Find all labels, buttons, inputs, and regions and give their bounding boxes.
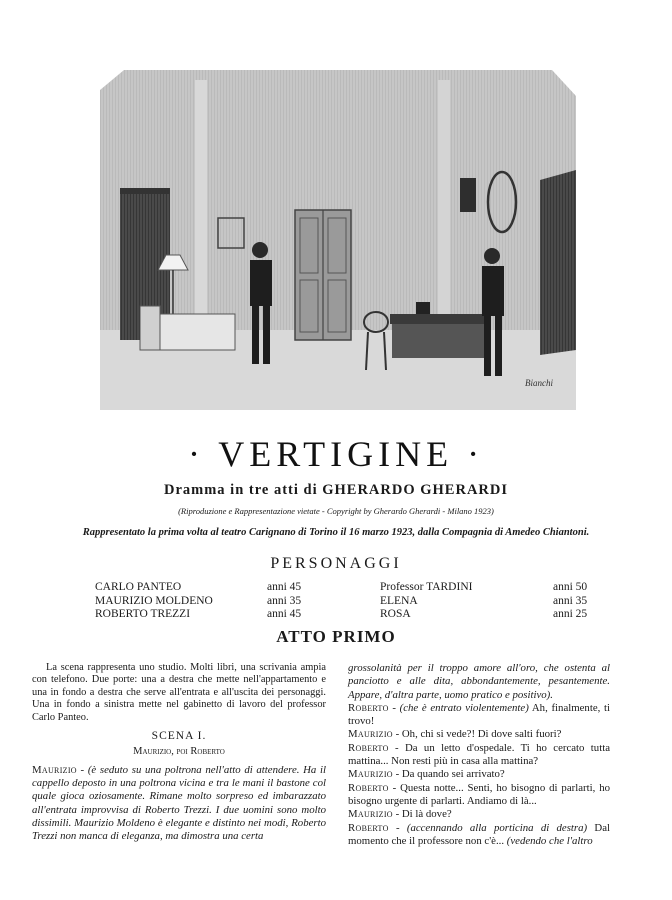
text-column-right: [348, 662, 610, 848]
character-age: anni 35: [267, 594, 302, 607]
play-subtitle: Dramma in tre atti di GHERARDO GHERARDI: [163, 482, 509, 498]
dialogue-text: - Da un letto d'ospedale. Ti ho cercato tutta mattina... Non resti più in casa alla mattina?: [348, 741, 610, 768]
dialogue-text: - Oh, chi si vede?! Di dove salti fuori?: [392, 728, 562, 741]
character-age: anni 25: [553, 608, 588, 620]
character-age: anni 35: [553, 594, 588, 607]
dialogue-line: [348, 768, 610, 781]
inline-direction: - (che è entrato violentemente): [388, 701, 529, 714]
cast-row: [95, 595, 595, 609]
illustration-signature: Bianchi: [525, 378, 553, 388]
premiere-note: Rappresentato la prima volta al teatro Carignano di Torino il 16 marzo 1923, dalla Compagnia di Amedeo Chiantoni.: [82, 527, 590, 538]
speaker-name: Roberto: [348, 781, 389, 794]
dialogue-line: [32, 764, 326, 844]
dialogue-line: [348, 808, 610, 821]
character-name: CARLO PANTEO: [95, 581, 182, 593]
dialogue-line: [348, 728, 610, 741]
stage-direction: La scena rappresenta uno studio. Molti libri, una scrivania ampia con telefono. Due porte: una a destra che mette nell'appartamento e una in fondo a destra che serve all'entrata e all'uscita dei personaggi. Una in fondo a sinistra mette nel gabinetto di lavoro del professor Carlo Panteo.: [32, 662, 326, 723]
text-column-left: [32, 662, 326, 843]
speaker-name: Roberto: [348, 701, 389, 714]
speaker-name: Roberto: [348, 821, 389, 834]
dialogue-text: Ah, finalmente, ti trovo!: [348, 701, 610, 728]
dialogue-text: Dal momento che il professore non c'è...: [348, 821, 610, 847]
stage-illustration: [100, 70, 576, 410]
inline-direction: - (accennando alla porticina di destra): [388, 821, 588, 834]
speaker-name: Maurizio: [32, 763, 77, 776]
character-name: MAURIZIO MOLDENO: [95, 594, 213, 607]
scene-characters: Maurizio, poi Roberto: [133, 746, 225, 758]
stage-direction-continuation: grossolanità per il troppo amore all'oro, che ostenta al panciotto e alle dita, abbondantemente, pesantemente. Appare, d'altra parte, uomo pratico e positivo).: [348, 662, 610, 701]
speaker-name: Maurizio: [348, 728, 393, 741]
stage-direction-inline: - (è seduto su una poltrona nell'atto di attendere. Ha il cappello deposto in una poltrona vicina e tra le mani il bastone col quale gioca oziosamente. Rimane molto sorpreso ed imbarazzato all'entrata improvvisa di Roberto Trezzi. I due uomini sono molto dissimili. Maurizio Moldeno è elegante e distinto nei modi, Roberto Trezzi non manca di eleganza, ma dimostra una certa: [32, 763, 326, 843]
dialogue-line: [348, 782, 610, 809]
cast-row: [95, 608, 595, 622]
character-age: anni 45: [267, 581, 302, 593]
character-name: Professor TARDINI: [380, 581, 473, 593]
inline-direction: (vedendo che l'altro: [506, 834, 593, 847]
dialogue-line: [348, 822, 610, 849]
act-heading: ATTO PRIMO: [276, 627, 396, 646]
character-name: ROSA: [380, 608, 411, 620]
scene-heading: SCENA I.: [151, 730, 207, 743]
speaker-name: Roberto: [348, 741, 389, 754]
character-name: ROBERTO TREZZI: [95, 608, 191, 620]
character-name: ELENA: [380, 594, 418, 607]
dialogue-text: - Da quando sei arrivato?: [392, 768, 505, 781]
speaker-name: Maurizio: [348, 808, 393, 821]
dialogue-line: [348, 702, 610, 729]
dialogue-text: - Di là dove?: [392, 808, 452, 821]
character-age: anni 45: [267, 608, 302, 620]
personaggi-heading: PERSONAGGI: [270, 555, 402, 572]
speaker-name: Maurizio: [348, 768, 393, 781]
character-age: anni 50: [553, 581, 588, 593]
cast-list: [95, 581, 595, 622]
rights-notice: (Riproduzione e Rappresentazione vietate - Copyright by Gherardo Gherardi - Milano 1923): [178, 506, 494, 516]
play-title: · VERTIGINE ·: [187, 434, 485, 474]
dialogue-line: [348, 742, 610, 769]
cast-row: [95, 581, 595, 595]
dialogue-text: - Questa notte... Senti, ho bisogno di parlarti, ho bisogno urgente di parlarti. Andiamo di là...: [348, 781, 610, 807]
